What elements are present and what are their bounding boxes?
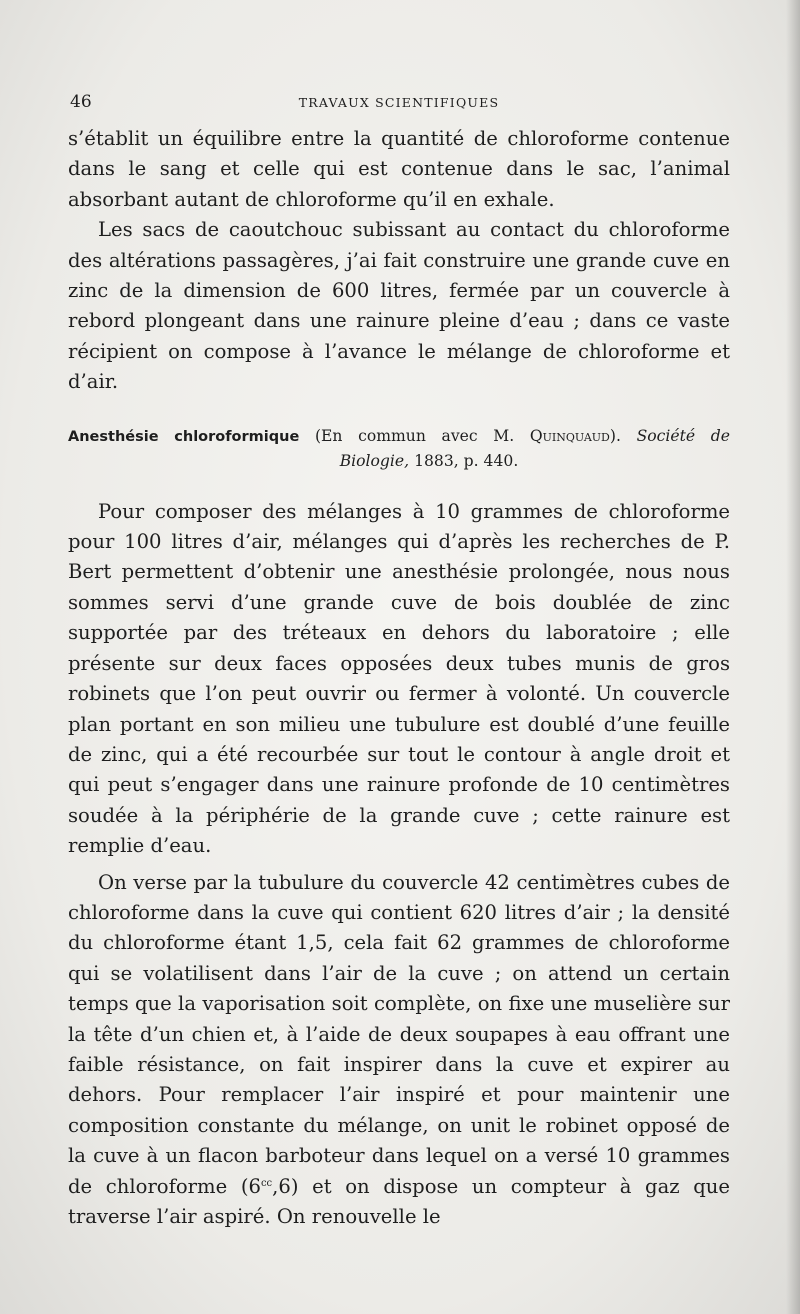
page-number: 46 <box>70 92 92 112</box>
reference-collab-prefix: (En commun avec M. <box>314 426 515 445</box>
page-header <box>68 92 730 114</box>
bibliographic-reference <box>68 424 730 473</box>
reference-year-pages: 1883, p. 440. <box>414 451 519 470</box>
reference-line-1 <box>68 424 730 449</box>
paragraph-1: s’établit un équilibre entre la quantité de chloroforme contenue dans le sang et celle qui est contenue dans le sac, l’animal absorbant autant de chloroforme qu’il en exhale. <box>68 127 730 211</box>
paragraph-4 <box>68 868 730 1233</box>
reference-journal-part2: Biologie, <box>339 451 410 470</box>
reference-collab-suffix: ). <box>609 426 621 445</box>
reference-coauthor: Quinquaud <box>529 426 610 445</box>
paragraph-2: Les sacs de caoutchouc subissant au contact du chloroforme des altérations passagères, j’ai fait construire une grande cuve en zinc de la dimension de 600 litres, fermée par un couvercle à rebord plongeant dans une rainure pleine d’eau ; dans ce vaste récipient on compose à l’avance le mélange de chloroforme et d’air. <box>68 218 730 394</box>
paragraph-4-part-2: ,6) et on dispose un compteur à gaz que traverse l’air aspiré. On renouvelle le <box>68 1174 730 1228</box>
running-title: TRAVAUX SCIENTIFIQUES <box>298 95 500 110</box>
reference-title: Anesthésie chloroformique <box>68 428 300 445</box>
paragraph-3: Pour composer des mélanges à 10 grammes de chloroforme pour 100 litres d’air, mélanges qui d’après les recherches de P. Bert permettent d’obtenir une anesthésie prolongée, nous nous sommes servi d’une grande cuve de bois doublée de zinc supportée par des tréteaux en dehors du laboratoire ; elle présente sur deux faces opposées deux tubes munis de gros robinets que l’on peut ouvrir ou fermer à volonté. Un couvercle plan portant en son milieu une tubulure est doublé d’une feuille de zinc, qui a été recourbée sur tout le contour à angle droit et qui peut s’engager dans une rainure profonde de 10 centimètres soudée à la périphérie de la grande cuve ; cette rainure est remplie d’eau. <box>68 499 730 858</box>
body-text <box>68 124 730 1232</box>
reference-journal-part1: Société de <box>636 426 730 445</box>
page-edge-shadow <box>786 0 800 1314</box>
paragraph-4-part-1: On verse par la tubulure du couvercle 42 centimètres cubes de chloroforme dans la cuve qui contient 620 litres d’air ; la densité du chloroforme étant 1,5, cela fait 62 grammes de chloroforme qui se volatilisent dans l’air de la cuve ; on attend un certain temps que la vaporisation soit complète, on fixe une muselière sur la tête d’un chien et, à l’aide de deux soupapes à eau offrant une faible résistance, on fait inspirer dans la cuve et expirer au dehors. Pour remplacer l’air inspiré et pour maintenir une composition constante du mélange, on unit le robinet opposé de la cuve à un flacon barboteur dans lequel on a versé 10 grammes de chloroforme (6 <box>68 870 730 1198</box>
cubic-centimeter-superscript: cc <box>260 1177 273 1189</box>
reference-line-2 <box>68 449 730 473</box>
